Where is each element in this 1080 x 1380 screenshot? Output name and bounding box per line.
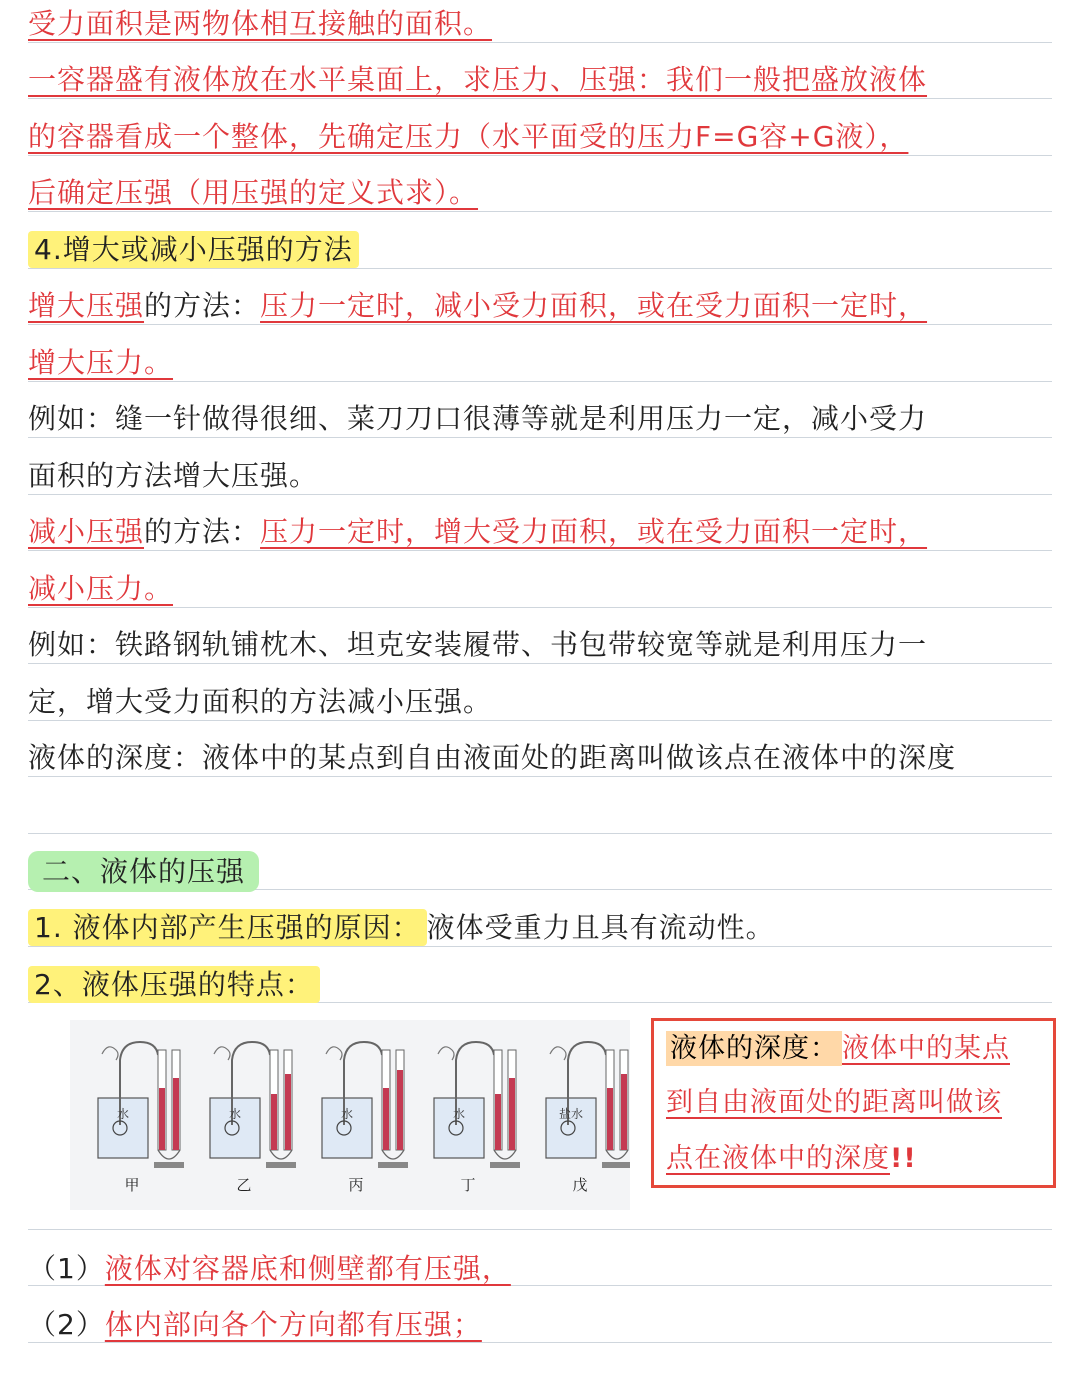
decrease-pressure-line-2: 减小压力。 [28, 572, 174, 605]
liquid-column-left [495, 1094, 501, 1150]
reason-line: 1. 液体内部产生压强的原因： 液体受重力且具有流动性。 [28, 904, 1052, 952]
u-bend [158, 1150, 180, 1159]
apparatus-caption: 丁 [460, 1176, 476, 1194]
liquid-column-right [621, 1074, 627, 1150]
property-2: （2）体内部向各个方向都有压强； [28, 1308, 482, 1341]
pressure-gauge-illustration [70, 1020, 630, 1210]
liquid-column-right [285, 1074, 291, 1150]
stand-base [602, 1162, 630, 1168]
liquid-column-right [509, 1078, 515, 1150]
example-line-2: 面积的方法增大压强。 [28, 459, 319, 492]
u-bend [494, 1150, 516, 1159]
apparatus-unit [210, 1042, 296, 1194]
apparatus-unit [322, 1042, 408, 1194]
liquid-column-left [607, 1088, 613, 1150]
hand-icon [102, 1047, 118, 1060]
liquid-column-right [397, 1070, 403, 1150]
increase-pressure-line: 增大压强的方法：压力一定时，减小受力面积，或在受力面积一定时， [28, 289, 928, 322]
stand-base [490, 1162, 520, 1168]
apparatus-caption: 戊 [572, 1176, 588, 1194]
liquid-label: 水 [452, 1107, 466, 1121]
note-line-1: 受力面积是两物体相互接触的面积。 [28, 7, 493, 40]
liquid-column-left [271, 1094, 277, 1150]
stand-base [266, 1162, 296, 1168]
double-exclamation-icon: !! [890, 1143, 917, 1174]
liquid-column-left [159, 1088, 165, 1150]
apparatus-caption: 甲 [124, 1176, 140, 1194]
box-line-1: 液体的深度： 液体中的某点 [666, 1027, 1045, 1071]
liquid-label: 水 [116, 1107, 130, 1121]
liquid-depth-line: 液体的深度：液体中的某点到自由液面处的距离叫做该点在液体中的深度 [28, 741, 957, 774]
depth-definition-box [651, 1018, 1056, 1188]
apparatus-unit [434, 1042, 520, 1194]
example-line-4: 定，增大受力面积的方法减小压强。 [28, 685, 493, 718]
liquid-column-right [173, 1078, 179, 1150]
characteristics-heading: 2、液体压强的特点： [28, 961, 1052, 1009]
note-line-3: 的容器看成一个整体，先确定压力（水平面受的压力F=G容+G液）， [28, 120, 909, 153]
box-line-2: 到自由液面处的距离叫做该 [666, 1087, 1002, 1118]
apparatus-unit [98, 1042, 184, 1194]
increase-pressure-line-2: 增大压力。 [28, 346, 174, 379]
u-bend [606, 1150, 628, 1159]
example-line-1: 例如：缝一针做得很细、菜刀刀口很薄等就是利用压力一定，减小受力 [28, 402, 928, 435]
apparatus-caption: 乙 [236, 1176, 252, 1194]
liquid-label: 水 [228, 1107, 242, 1121]
stand-base [378, 1162, 408, 1168]
liquid-column-left [383, 1088, 389, 1150]
box-line-3: 点在液体中的深度!! [666, 1143, 917, 1174]
section-2-heading: 二、液体的压强 [28, 848, 1052, 896]
note-line-4: 后确定压强（用压强的定义式求）。 [28, 176, 479, 209]
hand-icon [214, 1047, 230, 1060]
hand-icon [550, 1047, 566, 1060]
property-1: （1）液体对容器底和侧壁都有压强， [28, 1252, 511, 1285]
hand-icon [326, 1047, 342, 1060]
experiment-diagram [70, 1020, 630, 1210]
apparatus-caption: 丙 [348, 1176, 364, 1194]
u-bend [382, 1150, 404, 1159]
u-bend [270, 1150, 292, 1159]
example-line-3: 例如：铁路钢轨铺枕木、坦克安装履带、书包带较宽等就是利用压力一 [28, 628, 928, 661]
apparatus-unit [546, 1042, 630, 1194]
hand-icon [438, 1047, 454, 1060]
stand-base [154, 1162, 184, 1168]
note-line-2: 一容器盛有液体放在水平桌面上，求压力、压强：我们一般把盛放液体 [28, 63, 928, 96]
liquid-label: 盐水 [558, 1107, 584, 1121]
heading-4: 4.增大或减小压强的方法 [28, 226, 1052, 274]
liquid-label: 水 [340, 1107, 354, 1121]
decrease-pressure-line: 减小压强的方法：压力一定时，增大受力面积，或在受力面积一定时， [28, 515, 928, 548]
